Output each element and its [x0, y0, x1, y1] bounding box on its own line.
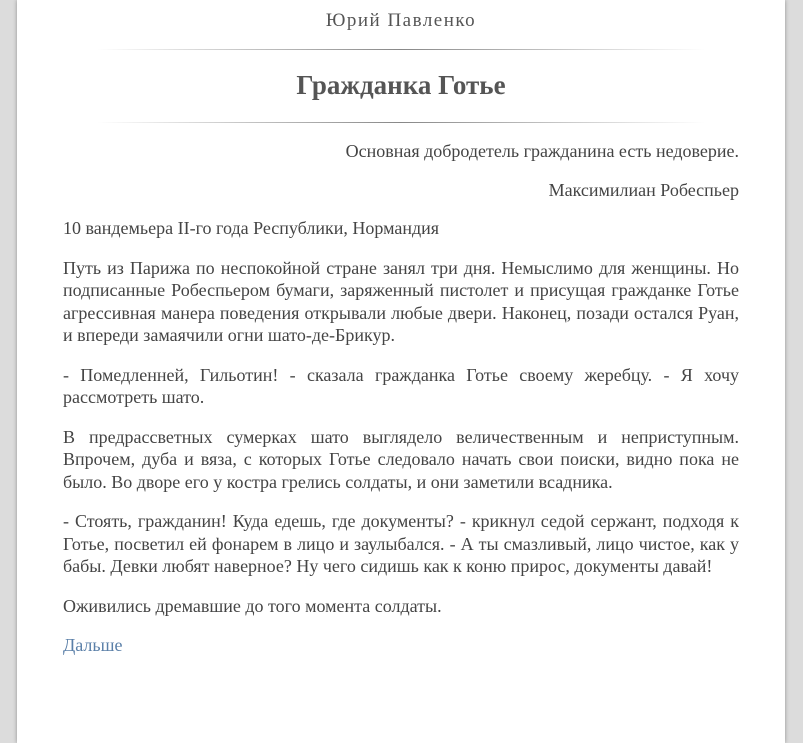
paragraph: - Помедленней, Гильотин! - сказала гражданка Готье своему жеребцу. - Я хочу рассмотреть шато. — [63, 364, 739, 407]
page-card — [17, 0, 785, 743]
dateline: 10 вандемьера II-го года Республики, Нормандия — [63, 218, 440, 238]
story-content — [63, 140, 739, 674]
paragraph: Оживились дремавшие до того момента солдаты. — [63, 595, 442, 616]
divider-top — [97, 49, 705, 50]
paragraph: В предрассветных сумерках шато выглядело величественным и неприступным. Впрочем, дуба и вяза, с которых Готье следовало начать свои поиски, видно пока не было. Во дворе его у костра грелись солдаты, и они заметили всадника. — [63, 426, 739, 492]
author-name: Юрий Павленко — [325, 10, 477, 31]
next-link[interactable]: Дальше — [63, 635, 123, 655]
epigraph-attribution: Максимилиан Робеспьер — [548, 179, 739, 200]
story-title: Гражданка Готье — [296, 70, 506, 100]
paragraph: - Стоять, гражданин! Куда едешь, где документы? - крикнул седой сержант, подходя к Готье, посветил ей фонарем в лицо и заулыбался. - А ты смазливый, лицо чистое, как у бабы. Девки любят наверное? Ну чего сидишь как к коню прирос, документы давай! — [63, 511, 739, 576]
paragraph: Путь из Парижа по неспокойной стране занял три дня. Немыслимо для женщины. Но подписанные Робеспьером бумаги, заряженный пистолет и присущая гражданке Готье агрессивная манера поведения открывали любые двери. Наконец, позади остался Руан, и впереди замаячили огни шато-де-Брикур. — [63, 257, 739, 345]
epigraph-quote: Основная добродетель гражданина есть недоверие. — [345, 141, 739, 161]
divider-bottom — [97, 122, 705, 123]
